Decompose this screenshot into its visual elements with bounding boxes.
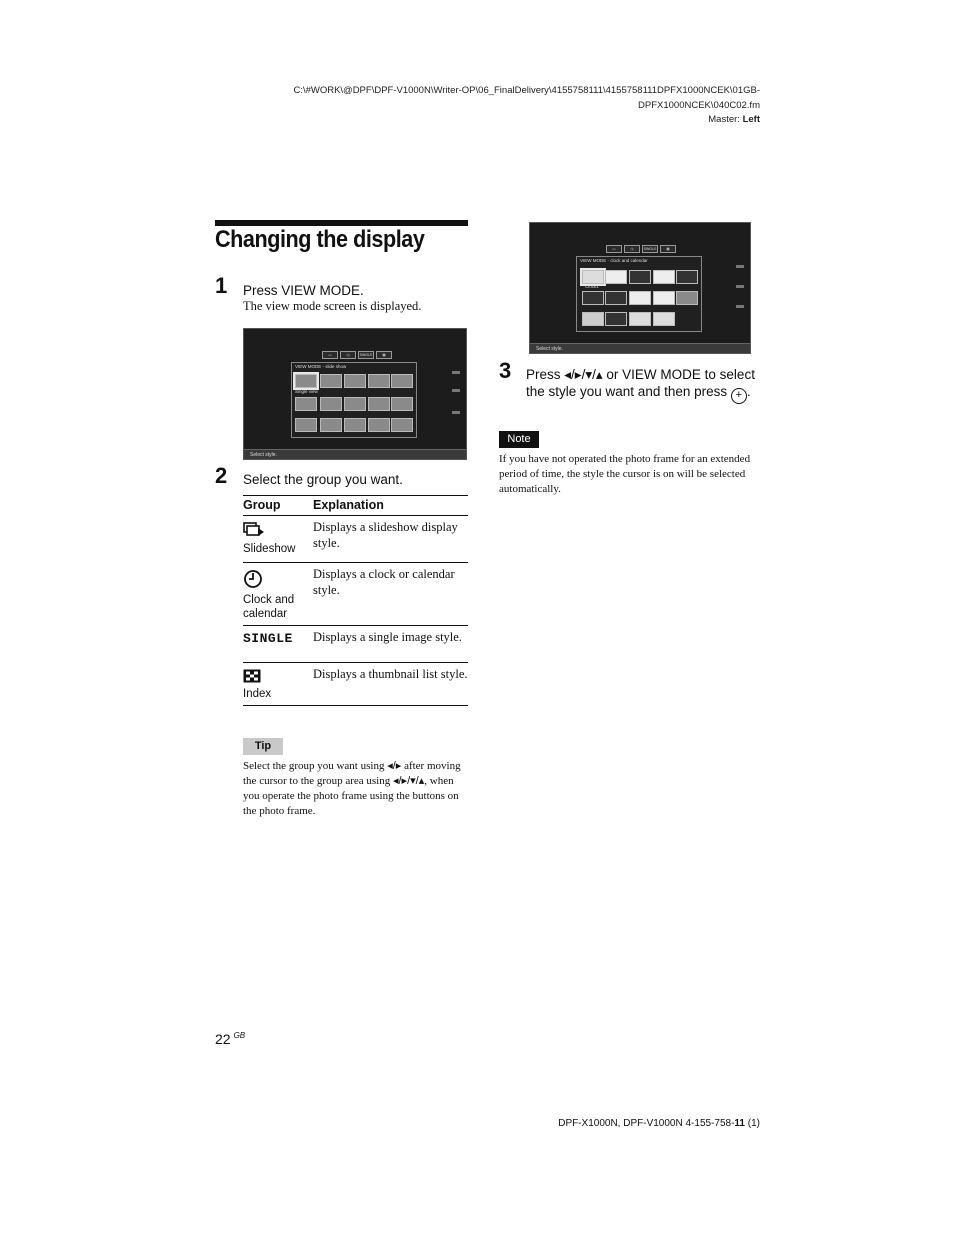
style-thumb (629, 270, 651, 284)
four-way-arrow-icon: ◂/▸/▾/▴ (564, 367, 603, 382)
style-thumb (629, 312, 651, 326)
table-row (243, 563, 468, 626)
style-thumb (653, 291, 675, 305)
step2-instruction: Select the group you want. (243, 472, 403, 487)
table-row (243, 626, 468, 663)
explanation-cell: Displays a single image style. (313, 626, 468, 663)
style-thumb (320, 418, 342, 432)
table-row (243, 663, 468, 706)
explanation-cell: Displays a slideshow display style. (313, 516, 468, 563)
table-header-row (243, 496, 468, 516)
master-label: Master: (708, 114, 740, 125)
step1-instruction: Press VIEW MODE. (243, 283, 364, 298)
style-thumb (295, 397, 317, 411)
group-label: Slideshow (243, 543, 296, 555)
style-thumb (344, 418, 366, 432)
style-thumb (295, 374, 317, 388)
view-mode-screenshot-clock (529, 222, 751, 354)
side-indicator (736, 285, 744, 288)
tab-single: SINGLE (359, 353, 373, 357)
master-value: Left (742, 114, 760, 125)
explanation-cell: Displays a thumbnail list style. (313, 663, 468, 706)
header-group: Group (243, 496, 313, 516)
step3-text-end: . (746, 384, 751, 399)
style-thumb (344, 397, 366, 411)
tip-text-a: Select the group you want using (243, 760, 385, 772)
side-indicator (452, 371, 460, 374)
side-indicator (736, 305, 744, 308)
group-cell (243, 626, 313, 663)
note-text: If you have not operated the photo frame for an extended period of time, the style the cursor is on will be selected automatically. (499, 453, 751, 495)
status-bar-text: Select style. (536, 346, 563, 352)
style-thumb (629, 291, 651, 305)
clock-icon (243, 569, 263, 589)
group-label: Index (243, 688, 272, 700)
style-thumb (676, 270, 698, 284)
index-icon (243, 669, 261, 683)
four-way-arrow-icon: ◂/▸/▾/▴ (392, 775, 425, 787)
group-cell (243, 663, 313, 706)
tip-text-b: after moving the cursor to the group area using (243, 760, 461, 787)
note-label: Note (499, 431, 539, 448)
file-path-line1: C:\#WORK\@DPF\DPF-V1000N\Writer-OP\06_FinalDelivery\4155758111\4155758111DPFX1000NCEK\01GB- (293, 85, 760, 96)
section-title: Changing the display (215, 226, 425, 253)
tab-index: ▦ (660, 245, 676, 253)
step1-detail: The view mode screen is displayed. (243, 299, 422, 313)
tip-label: Tip (243, 738, 283, 755)
table-row (243, 516, 468, 563)
tab-clock: ◷ (624, 245, 640, 253)
page-number (215, 1031, 245, 1047)
explanation-cell: Displays a clock or calendar style. (313, 563, 468, 626)
group-cell (243, 516, 313, 563)
master-line (293, 113, 760, 128)
page-number-value: 22 (215, 1031, 231, 1047)
tab-index: ▦ (376, 351, 392, 359)
footer-suffix: (1) (745, 1118, 760, 1129)
step3-text-mid: or VIEW MODE to select the style you want and then press (526, 367, 755, 399)
side-indicator (452, 389, 460, 392)
group-cell (243, 563, 313, 626)
group-tabs (322, 351, 392, 359)
style-thumb (295, 418, 317, 432)
status-bar-text: Select style. (250, 452, 277, 458)
step3-instruction (526, 366, 756, 404)
style-thumb (368, 397, 390, 411)
left-right-arrow-icon: ◂/▸ (387, 760, 402, 772)
style-thumb (605, 312, 627, 326)
step3-number: 3 (499, 358, 512, 383)
selected-style-label: Clock1 (585, 284, 599, 289)
single-icon: SINGLE (243, 631, 293, 646)
file-path-header (293, 84, 760, 128)
side-indicator (736, 265, 744, 268)
file-path-line2: DPFX1000NCEK\040C02.fm (638, 99, 760, 111)
style-thumb (368, 418, 390, 432)
tab-clock: ◷ (340, 351, 356, 359)
style-thumb (582, 270, 604, 284)
slideshow-icon (243, 522, 265, 538)
page-region: GB (233, 1031, 246, 1041)
tab-single: SINGLE (643, 247, 657, 251)
style-thumb (391, 397, 413, 411)
step1-number: 1 (215, 273, 228, 298)
style-thumb (391, 374, 413, 388)
style-thumb (320, 397, 342, 411)
footer-revision: 11 (734, 1118, 745, 1129)
tip-text-c: , when you operate the photo frame using the buttons on the photo frame. (243, 775, 459, 817)
style-thumb (605, 291, 627, 305)
style-thumb (391, 418, 413, 432)
step2-number: 2 (215, 463, 228, 488)
enter-button-icon: + (731, 388, 747, 404)
style-thumb (368, 374, 390, 388)
style-thumb (582, 312, 604, 326)
side-indicator (452, 411, 460, 414)
header-explanation: Explanation (313, 496, 468, 516)
footer-model-info (558, 1118, 760, 1129)
style-panel (291, 362, 417, 438)
status-bar (530, 343, 750, 353)
style-thumb (320, 374, 342, 388)
status-bar (244, 449, 466, 459)
panel-title: VIEW MODE - clock and calendar (580, 258, 648, 263)
style-thumb (605, 270, 627, 284)
style-panel (576, 256, 702, 332)
group-label: Clock and calendar (243, 594, 295, 620)
style-thumb (653, 312, 675, 326)
selected-style-label: Single view (295, 389, 318, 394)
style-thumb (344, 374, 366, 388)
view-mode-screenshot-slideshow (243, 328, 467, 460)
style-thumb (676, 291, 698, 305)
style-thumb (582, 291, 604, 305)
tab-slideshow: ▭ (322, 351, 338, 359)
footer-models: DPF-X1000N, DPF-V1000N 4-155-758- (558, 1118, 735, 1129)
group-tabs (606, 245, 676, 253)
step3-text-press: Press (526, 367, 561, 382)
tab-slideshow: ▭ (606, 245, 622, 253)
panel-title: VIEW MODE - slide show (295, 364, 347, 369)
tip-text (243, 759, 468, 819)
style-thumb (653, 270, 675, 284)
group-table (243, 495, 468, 706)
